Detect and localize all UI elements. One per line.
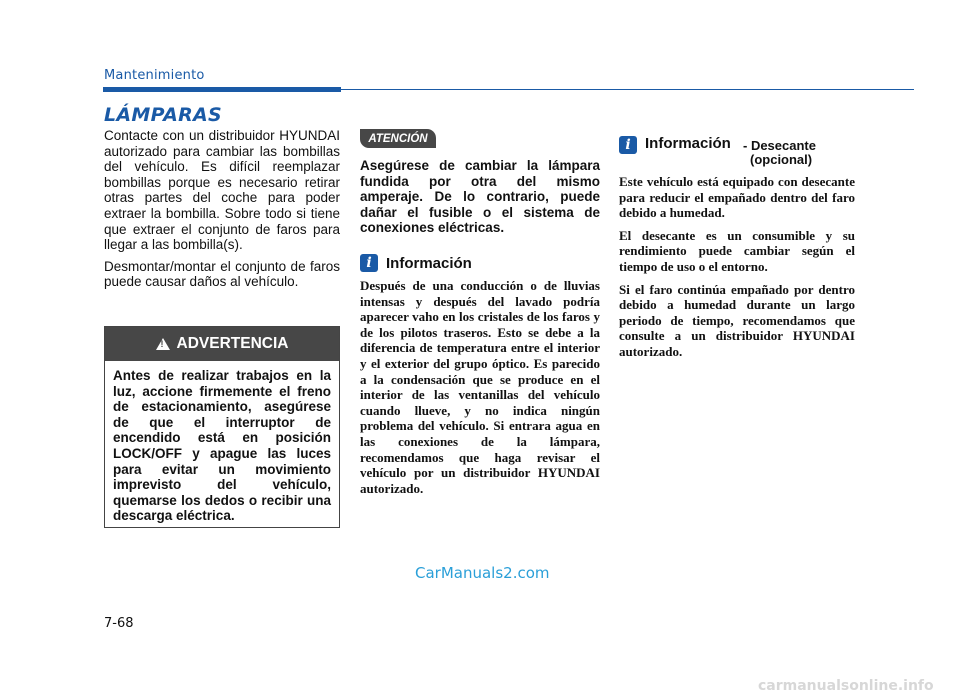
- desiccant-info-text: [619, 174, 855, 367]
- footer-watermark: carmanualsonline.info: [758, 678, 934, 694]
- page-number: 7-68: [104, 616, 134, 631]
- warning-box: [104, 326, 340, 528]
- caution-text: Asegúrese de cambiar la lámpara fundida por otra del mismo amperaje. De lo contrario, puede dañar el fusible o el sistema de conexiones eléctricas.: [360, 158, 600, 236]
- warning-text: Antes de realizar trabajos en la luz, accione firmemente el freno de estacionamiento, asegúrese de que el interruptor de encendido está en posición LOCK/OFF y apague las luces para evitar un movimiento imprevisto del vehículo, quemarse los dedos o recibir una descarga eléctrica.: [113, 368, 331, 524]
- info-paragraph: El desecante es un consumible y su rendimiento puede cambiar según el tiempo de uso o el entorno.: [619, 227, 855, 274]
- page-title: LÁMPARAS: [104, 104, 223, 126]
- info-subtitle: (opcional): [750, 152, 813, 167]
- info-icon: i: [619, 136, 637, 154]
- caution-badge: ATENCIÓN: [360, 129, 436, 148]
- header-rule-thick: [103, 87, 341, 92]
- watermark-link[interactable]: CarManuals2.com: [415, 564, 550, 582]
- info-paragraph: Si el faro continúa empañado por dentro debido a humedad durante un largo periodo de tiempo, recomendamos que consulte a un distribuidor HYUNDAI autorizado.: [619, 281, 855, 359]
- header-rule-thin: [341, 89, 914, 90]
- info-paragraph: Este vehículo está equipado con desecante para reducir el empañado dentro del faro debido a humedad.: [619, 174, 855, 221]
- warning-header: [105, 327, 339, 361]
- info-text: Después de una conducción o de lluvias intensas y después del lavado podría aparecer vaho en los cristales de los faros y de los pilotos traseros. Esto se debe a la diferencia de temperatura entre el interior y el exterior del grupo óptico. Es parecido a la condensación que se produce en el interior de las ventanillas del vehículo cuando llueve, y no indica ningún problema del vehículo. Si entrara agua en las conexiones de la lámpara, recomendamos que haga revisar el vehículo por un distribuidor HYUNDAI autorizado.: [360, 278, 600, 496]
- section-header-label: Mantenimiento: [104, 68, 205, 83]
- intro-column: [104, 128, 340, 296]
- intro-paragraph: Desmontar/montar el conjunto de faros puede causar daños al vehículo.: [104, 258, 340, 290]
- intro-paragraph: Contacte con un distribuidor HYUNDAI autorizado para cambiar las bombillas del vehículo. Es difícil reemplazar bombillas porque es necesario retirar otras partes del coche para poder extraer la bombilla. Sobre todo si tiene que extraer el conjunto de faros para llegar a las bombilla(s).: [104, 128, 340, 253]
- warning-triangle-icon: [156, 338, 170, 350]
- info-title: Información: [645, 135, 731, 152]
- info-icon: i: [360, 254, 378, 272]
- info-subtitle: - Desecante: [743, 138, 816, 153]
- info-title: Información: [386, 254, 472, 272]
- warning-label: ADVERTENCIA: [176, 335, 289, 352]
- info-heading: [360, 254, 472, 272]
